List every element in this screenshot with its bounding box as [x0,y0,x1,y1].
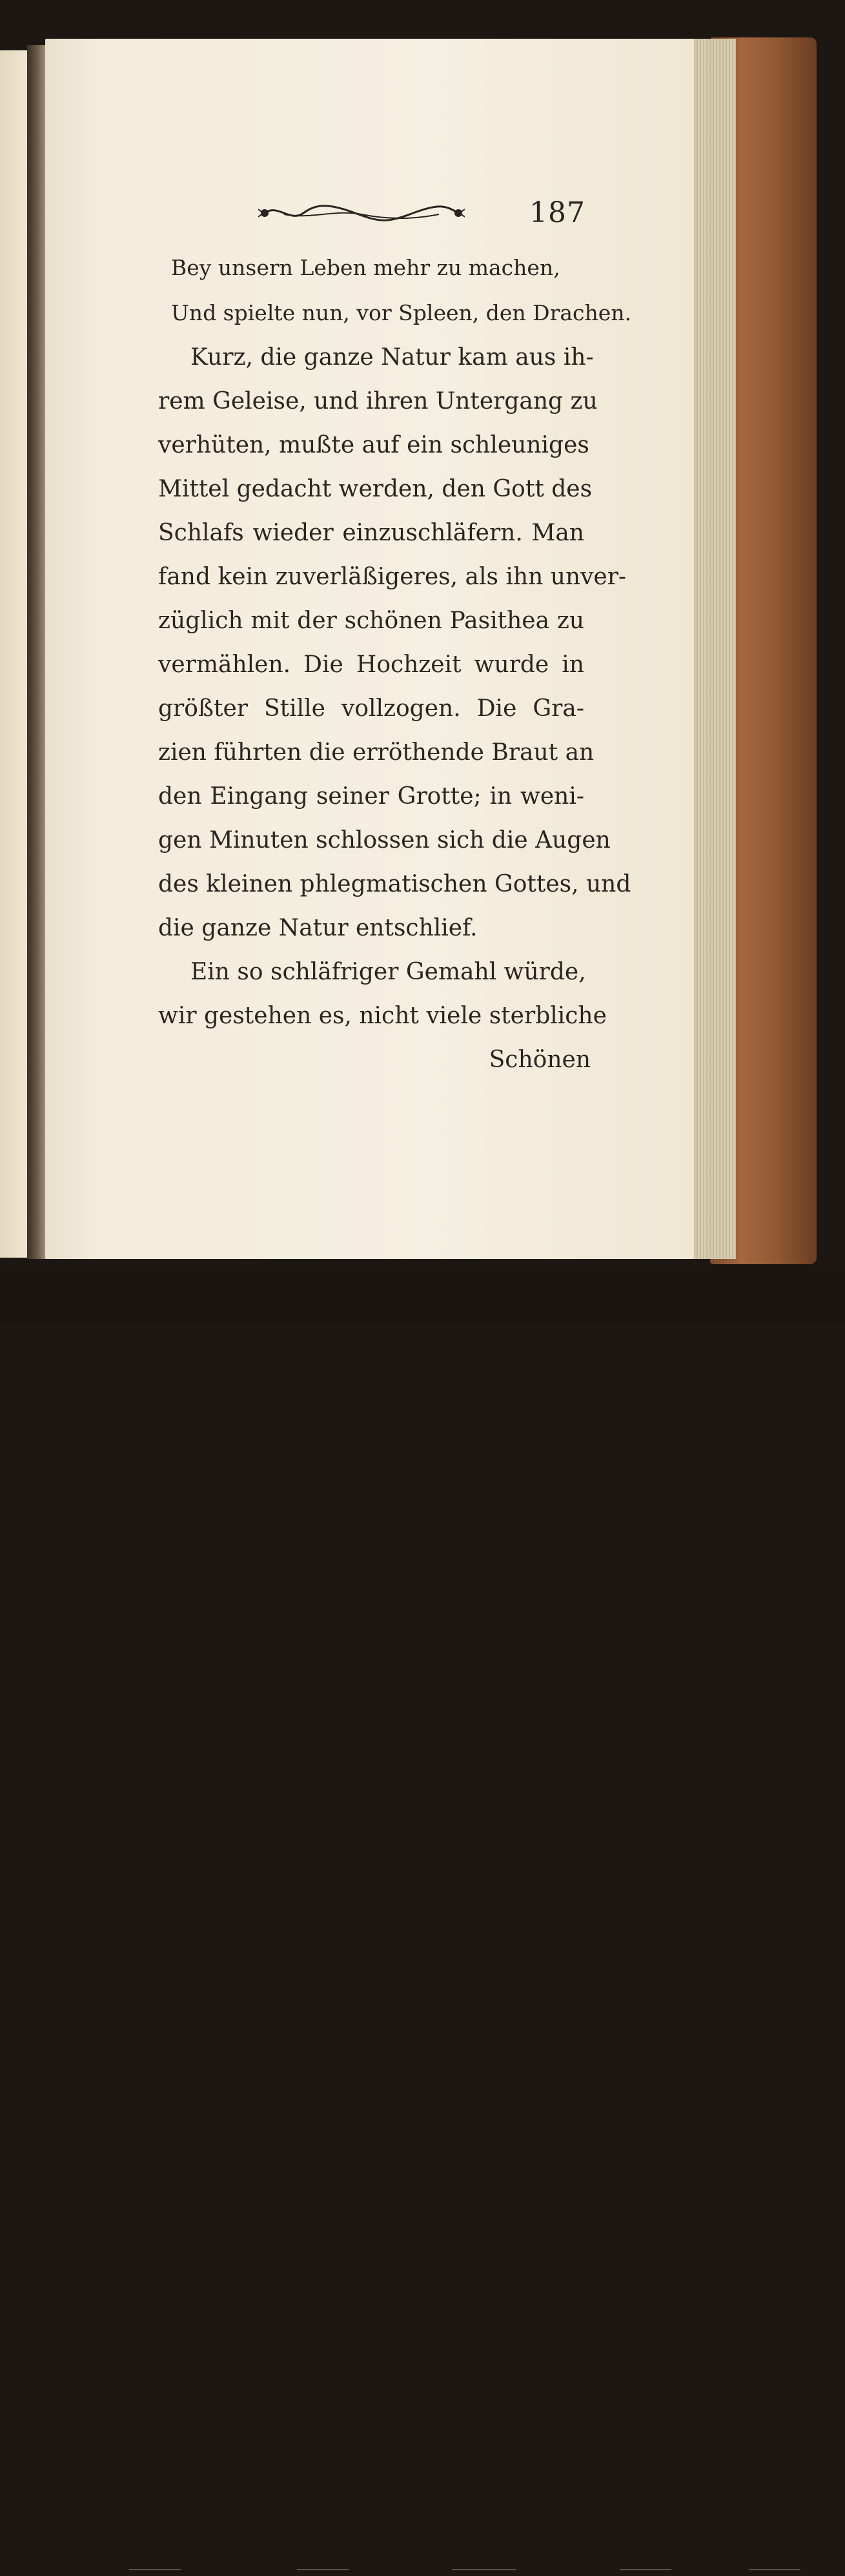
scanner-bottom-edge [0,1265,845,1324]
page-number: 187 [529,196,585,229]
text-line: Mittel gedacht werden, den Gott des [158,476,593,502]
text-line: Ein so schläfriger Gemahl würde, [190,959,586,985]
page-body [158,245,632,1082]
text-line: gen Minuten schlossen sich die Augen [158,827,611,854]
text-line: zien führten die erröthende Braut an [158,739,595,766]
book-page [45,39,694,1259]
text-line: verhüten, mußte auf ein schleuniges [158,432,589,458]
text-line: größter Stille vollzogen. Die Gra- [158,695,584,722]
paragraph [158,950,607,1038]
catchword: Schönen [489,1047,591,1073]
text-line: züglich mit der schönen Pasithea zu [158,608,584,634]
text-line: des kleinen phlegmatischen Gottes, und [158,871,631,897]
text-line: die ganze Natur entschlief. [158,915,478,941]
verse-line: Und spielte nun, vor Spleen, den Drachen. [171,300,632,325]
page-header [258,194,585,232]
ornament-icon [258,200,465,226]
previous-page-edge [0,50,27,1258]
text-line: Kurz, die ganze Natur kam aus ih- [190,344,594,371]
paragraph [158,336,631,950]
text-line: rem Geleise, und ihren Untergang zu [158,388,598,414]
text-line: fand kein zuverläßigeres, als ihn unver- [158,564,627,590]
verse-line: Bey unsern Leben mehr zu machen, [171,255,560,280]
text-line: vermählen. Die Hochzeit wurde in [158,651,584,678]
ruler-marks-icon [129,2563,839,2576]
text-line: wir gestehen es, nicht viele sterbliche [158,1003,607,1029]
text-line: den Eingang seiner Grotte; in weni- [158,783,584,810]
text-line: Schlafs wieder einzuschläfern. Man [158,520,584,546]
